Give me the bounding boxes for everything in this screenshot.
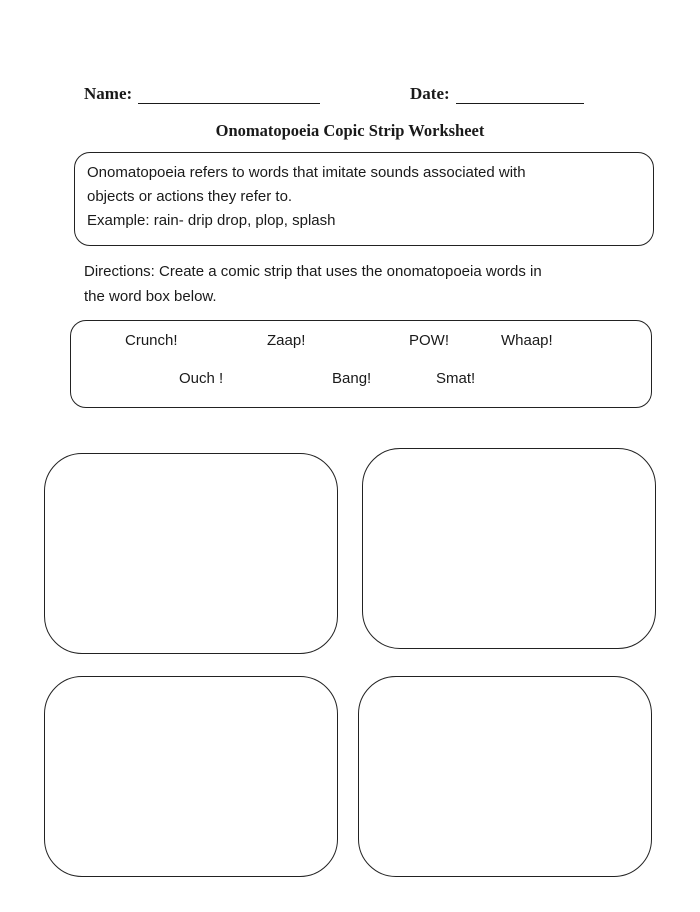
definition-line-1: Onomatopoeia refers to words that imitate sounds associated with	[87, 164, 526, 181]
header-row	[84, 84, 604, 108]
name-label: Name:	[84, 84, 133, 103]
directions-line-1: Directions: Create a comic strip that uses the onomatopoeia words in	[84, 263, 542, 280]
date-field[interactable]	[410, 84, 584, 104]
definition-box	[74, 152, 654, 246]
comic-panel-1[interactable]	[44, 453, 338, 654]
word-item: Bang!	[332, 370, 372, 387]
name-field[interactable]	[84, 84, 320, 104]
date-label: Date:	[410, 84, 450, 103]
word-item: Whaap!	[501, 332, 553, 349]
definition-line-2: objects or actions they refer to.	[87, 188, 293, 205]
word-item: Ouch !	[179, 370, 224, 387]
directions-line-2: the word box below.	[84, 288, 217, 305]
name-line[interactable]	[138, 85, 320, 104]
comic-panel-4[interactable]	[358, 676, 652, 877]
directions	[84, 259, 624, 309]
word-item: Crunch!	[125, 332, 178, 349]
worksheet-title: Onomatopoeia Copic Strip Worksheet	[215, 121, 485, 140]
comic-panel-3[interactable]	[44, 676, 338, 877]
date-line[interactable]	[456, 85, 584, 104]
definition-example: Example: rain- drip drop, plop, splash	[87, 212, 336, 229]
word-item: Zaap!	[267, 332, 306, 349]
word-item: Smat!	[436, 370, 476, 387]
comic-panel-2[interactable]	[362, 448, 656, 649]
word-box	[70, 320, 652, 408]
word-item: POW!	[409, 332, 449, 349]
